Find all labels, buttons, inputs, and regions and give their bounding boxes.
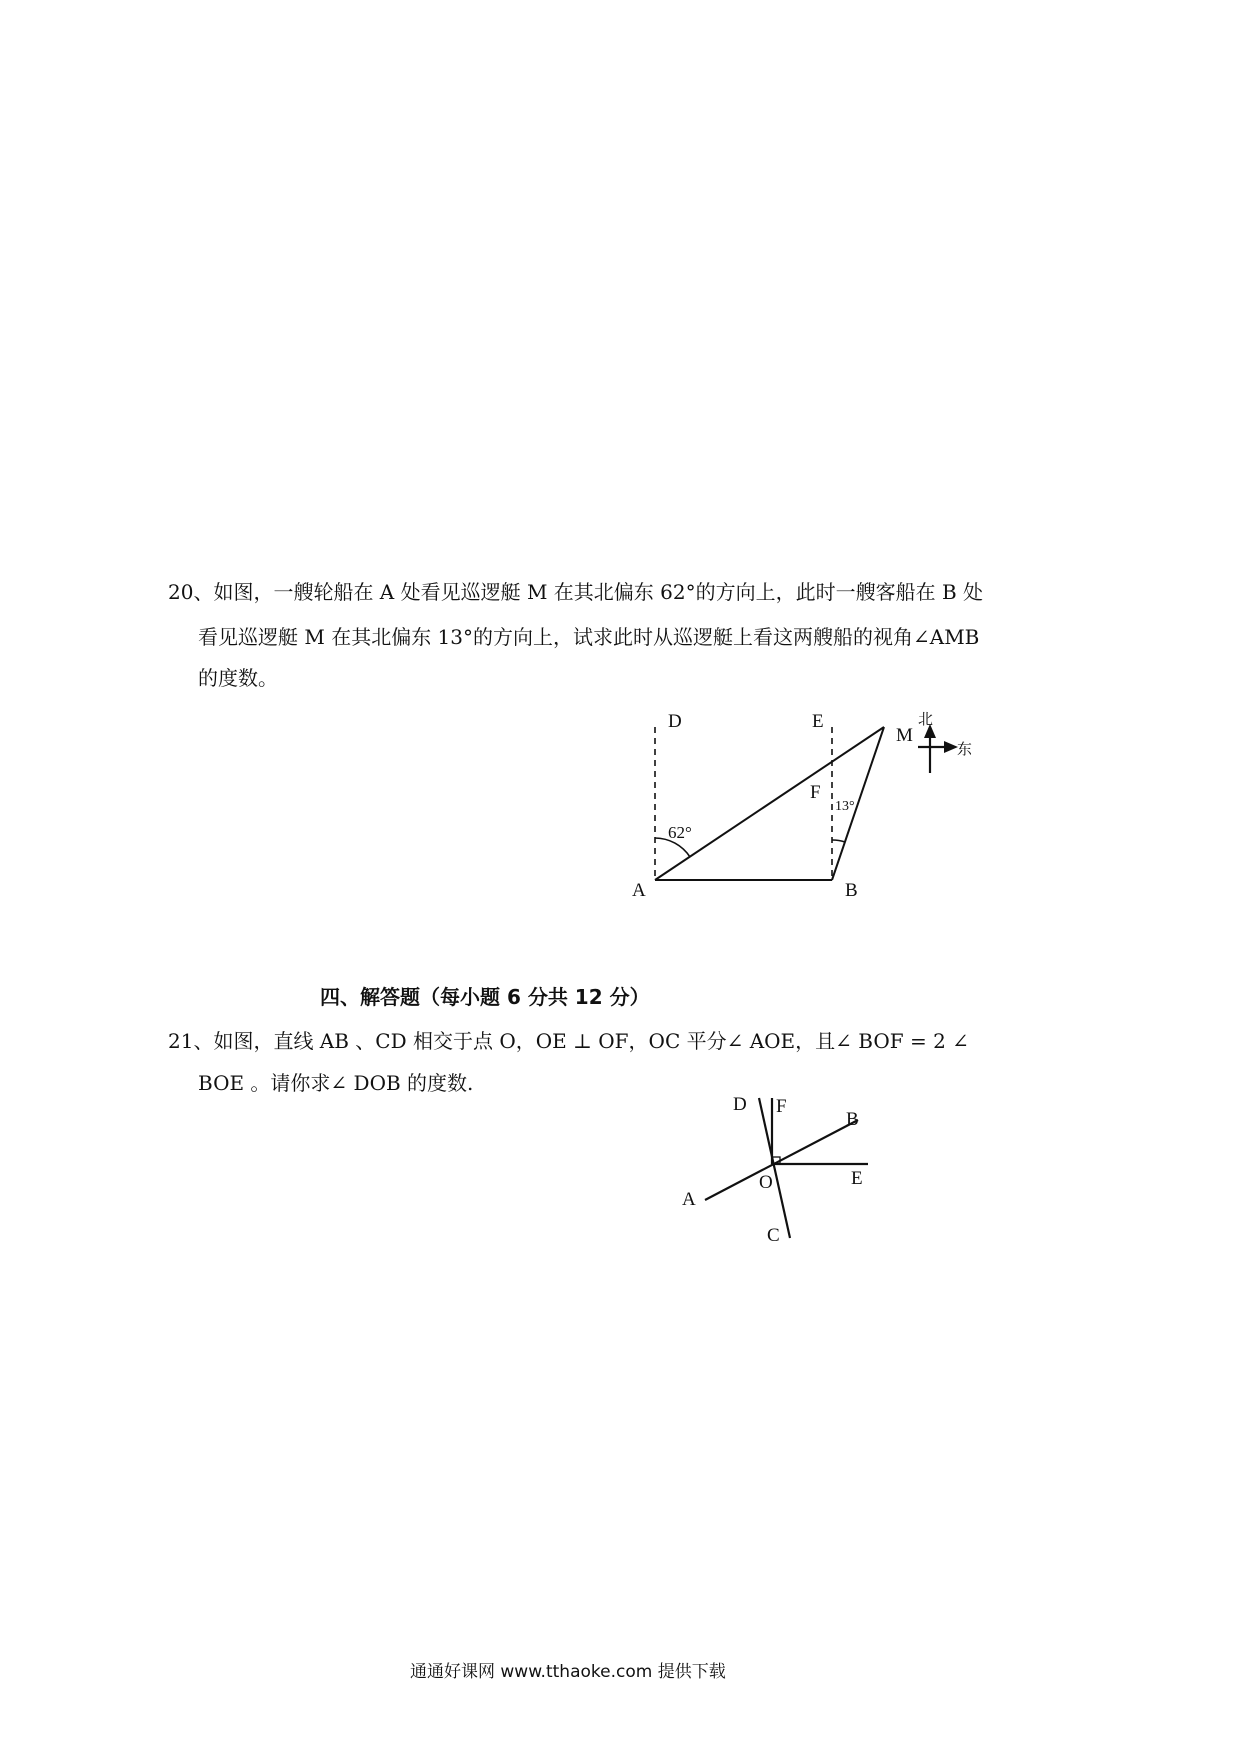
q21-label-c: C	[767, 1225, 780, 1246]
q20-compass-north-label: 北	[918, 710, 934, 728]
q20-line-3: 的度数。	[198, 666, 278, 690]
q20-angle-arc-b	[832, 840, 845, 842]
q20-line-2: 看见巡逻艇 M 在其北偏东 13°的方向上，试求此时从巡逻艇上看这两艘船的视角∠AMB	[198, 625, 980, 649]
q21-label-e: E	[851, 1168, 863, 1189]
q20-compass-east-label: 东	[957, 740, 973, 758]
q20-line-1: 20、如图，一艘轮船在 A 处看见巡逻艇 M 在其北偏东 62°的方向上，此时一艘客船在 B 处	[168, 580, 984, 604]
q20-label-e: E	[812, 711, 824, 732]
q21-label-f: F	[776, 1096, 787, 1117]
q21-label-a: A	[682, 1189, 696, 1210]
q20-compass-east-arrow	[944, 741, 958, 753]
q20-label-m: M	[896, 725, 913, 746]
section-4-title: 四、解答题（每小题 6 分共 12 分）	[320, 985, 650, 1009]
q21-line-1: 21、如图，直线 AB 、CD 相交于点 O，OE ⊥ OF，OC 平分∠ AOE，且∠ BOF = 2 ∠	[168, 1029, 969, 1053]
page-footer: 通通好课网 www.tthaoke.com 提供下载	[410, 1662, 726, 1682]
q20-label-d: D	[668, 711, 682, 732]
q21-figure	[670, 1085, 890, 1255]
q21-label-d: D	[733, 1094, 747, 1115]
q20-label-f: F	[810, 782, 821, 803]
q21-line-2: BOE 。请你求∠ DOB 的度数.	[198, 1071, 474, 1095]
q21-label-o: O	[759, 1172, 773, 1193]
q20-angle-label-a: 62°	[668, 823, 692, 842]
q20-figure	[600, 700, 1000, 910]
q21-line-cd	[759, 1098, 790, 1238]
q20-angle-label-b: 13°	[835, 799, 855, 814]
q21-line-ab	[705, 1120, 858, 1200]
q20-label-b: B	[845, 880, 858, 901]
q21-label-b: B	[846, 1109, 859, 1130]
q20-label-a: A	[632, 880, 646, 901]
